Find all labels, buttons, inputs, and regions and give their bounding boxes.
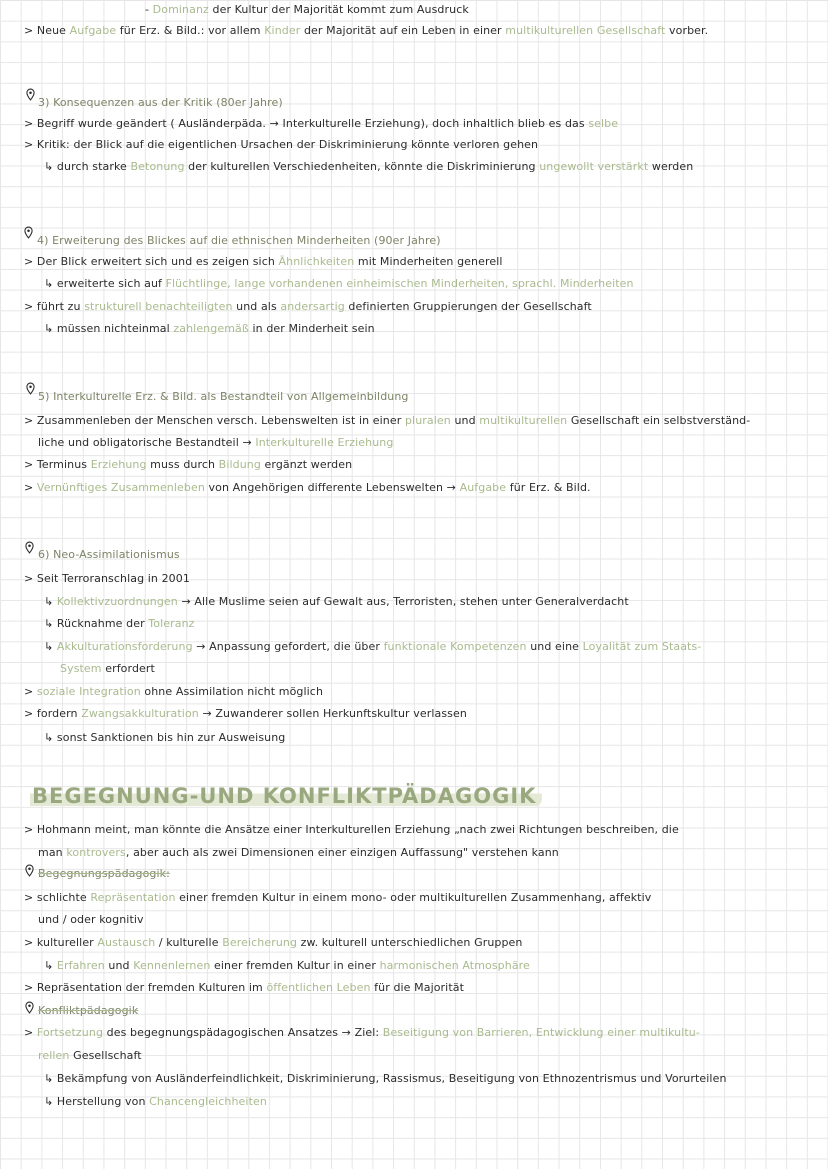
highlight-text: Kennenlernen: [133, 959, 211, 972]
note-line: [24, 981, 464, 995]
highlight-text: System: [60, 662, 102, 675]
text-segment: > Seit Terroranschlag in 2001: [24, 572, 190, 585]
note-line: [24, 458, 352, 472]
text-segment: > kultureller: [24, 936, 98, 949]
text-segment: > Neue: [24, 24, 70, 37]
highlight-text: multikulturellen: [479, 414, 568, 427]
highlight-text: Vernünftiges Zusammenleben: [36, 481, 205, 494]
note-line: [24, 572, 190, 586]
highlight-text: Loyalität zum Staats-: [582, 640, 702, 653]
subheading-text: Begegnungspädagogik:: [38, 867, 170, 880]
text-segment: > Der Blick erweitert sich und es zeigen sich: [24, 255, 279, 268]
text-segment: und: [104, 959, 134, 972]
text-segment: ohne Assimilation nicht möglich: [140, 685, 324, 698]
highlight-text: Bereicherung: [222, 936, 298, 949]
highlight-text: pluralen: [404, 414, 451, 427]
highlight-text: Betonung: [130, 160, 185, 173]
highlight-text: rellen: [38, 1049, 70, 1062]
location-pin-icon: [26, 382, 35, 395]
text-segment: → Anpassung gefordert, die über: [192, 640, 384, 653]
highlight-text: strukturell benachteiligten: [84, 300, 233, 313]
note-line: [24, 891, 651, 905]
text-segment: > führt zu: [24, 300, 85, 313]
text-segment: in der Minderheit sein: [248, 322, 375, 335]
text-segment: der Majorität auf ein Leben in einer: [300, 24, 506, 37]
note-line: [24, 24, 708, 38]
note-line: [60, 662, 155, 676]
note-line: [44, 160, 693, 174]
text-segment: man: [38, 846, 67, 859]
text-segment: der Kultur der Majorität kommt zum Ausdruck: [208, 3, 469, 16]
text-segment: ↳: [44, 640, 57, 653]
note-line: [24, 707, 467, 721]
highlight-text: Dominanz: [152, 3, 209, 16]
text-segment: >: [24, 1026, 37, 1039]
text-segment: > Kritik: der Blick auf die eigentlichen Ursachen der Diskriminierung könnte verloren gehen: [24, 138, 539, 151]
subheading-text: 5) Interkulturelle Erz. & Bild. als Bestandteil von Allgemeinbildung: [38, 390, 409, 403]
highlight-text: Akkulturationsforderung: [56, 640, 193, 653]
note-line: [38, 913, 144, 927]
text-segment: vorber.: [665, 24, 709, 37]
subheading-text: Konfliktpädagogik: [38, 1004, 139, 1017]
text-segment: > Zusammenleben der Menschen versch. Lebenswelten ist in einer: [24, 414, 405, 427]
text-segment: ↳ Bekämpfung von Ausländerfeindlichkeit, Diskriminierung, Rassismus, Beseitigung von Ethnozentrismus und Vorurteilen: [44, 1072, 727, 1085]
text-segment: und als: [232, 300, 281, 313]
text-segment: ↳ durch starke: [44, 160, 131, 173]
note-line: [38, 1049, 142, 1063]
note-line: [24, 685, 323, 699]
note-line: [24, 1026, 700, 1040]
text-segment: ↳: [44, 959, 57, 972]
text-segment: und eine: [526, 640, 583, 653]
text-segment: Gesellschaft ein selbstverständ-: [567, 414, 751, 427]
text-segment: von Angehörigen differente Lebenswelten →: [204, 481, 460, 494]
text-segment: ↳ erweiterte sich auf: [44, 277, 166, 290]
text-segment: ↳: [44, 595, 57, 608]
highlight-text: Interkulturelle Erziehung: [255, 436, 394, 449]
highlight-text: Fortsetzung: [36, 1026, 104, 1039]
highlight-text: ungewollt verstärkt: [539, 160, 649, 173]
note-line: [38, 1004, 138, 1018]
text-segment: der kulturellen Verschiedenheiten, könnte die Diskriminierung: [184, 160, 540, 173]
highlight-text: Flüchtlinge, lange vorhandenen einheimischen Minderheiten, sprachl. Minderheiten: [165, 277, 634, 290]
text-segment: >: [24, 481, 37, 494]
note-line: [44, 1072, 727, 1086]
highlight-text: kontrovers: [66, 846, 126, 859]
note-line: [38, 548, 180, 562]
text-segment: ↳ Rücknahme der: [44, 617, 149, 630]
note-line: [44, 322, 375, 336]
note-line: [38, 96, 283, 110]
note-line: [24, 138, 538, 152]
text-segment: werden: [648, 160, 694, 173]
highlight-text: Toleranz: [148, 617, 195, 630]
text-segment: > Begriff wurde geändert ( Ausländerpäda. → Interkulturelle Erziehung), doch inhaltlich blieb es das: [24, 117, 589, 130]
highlight-text: Erfahren: [56, 959, 105, 972]
note-line: [24, 300, 592, 314]
text-segment: > Repräsentation der fremden Kulturen im: [24, 981, 267, 994]
subheading-text: 4) Erweiterung des Blickes auf die ethnischen Minderheiten (90er Jahre): [37, 234, 441, 247]
text-segment: ↳ Herstellung von: [44, 1095, 150, 1108]
location-pin-icon: [24, 226, 33, 239]
text-segment: einer fremden Kultur in einem mono- oder multikulturellen Zusammenhang, affektiv: [175, 891, 652, 904]
note-line: [44, 277, 634, 291]
highlight-text: funktionale Kompetenzen: [383, 640, 527, 653]
highlight-text: Aufgabe: [69, 24, 117, 37]
text-segment: für Erz. & Bild.: vor allem: [116, 24, 265, 37]
text-segment: definierten Gruppierungen der Gesellschaft: [344, 300, 592, 313]
location-pin-icon: [25, 1001, 34, 1014]
note-line: [24, 936, 523, 950]
highlight-text: multikulturellen Gesellschaft: [505, 24, 666, 37]
note-line: [44, 959, 530, 973]
note-line: [38, 390, 409, 404]
highlight-text: Repräsentation: [90, 891, 176, 904]
highlight-text: Kollektivzuordnungen: [56, 595, 178, 608]
highlight-text: öffentlichen Leben: [266, 981, 371, 994]
highlight-text: zahlengemäß: [173, 322, 249, 335]
text-segment: und: [450, 414, 480, 427]
text-segment: -: [145, 3, 153, 16]
text-segment: des begegnungspädagogischen Ansatzes → Ziel:: [103, 1026, 383, 1039]
highlight-text: Beseitigung von Barrieren, Entwicklung einer multikultu-: [382, 1026, 700, 1039]
text-segment: ↳ sonst Sanktionen bis hin zur Ausweisung: [44, 731, 286, 744]
section-title: BEGEGNUNG-UND KONFLIKTPÄDAGOGIK: [30, 784, 542, 808]
text-segment: >: [24, 685, 37, 698]
note-line: [38, 846, 559, 860]
text-segment: ergänzt werden: [260, 458, 353, 471]
note-line: [38, 867, 170, 881]
text-segment: und / oder kognitiv: [38, 913, 144, 926]
text-segment: → Zuwanderer sollen Herkunftskultur verlassen: [198, 707, 467, 720]
highlight-text: Zwangsakkulturation: [81, 707, 199, 720]
note-line: [24, 255, 503, 269]
highlight-text: Ähnlichkeiten: [278, 255, 355, 268]
text-segment: → Alle Muslime seien auf Gewalt aus, Terroristen, stehen unter Generalverdacht: [177, 595, 629, 608]
note-line: [37, 234, 441, 248]
text-segment: zw. kulturell unterschiedlichen Gruppen: [297, 936, 523, 949]
highlight-text: Chancengleichheiten: [149, 1095, 267, 1108]
location-pin-icon: [25, 541, 34, 554]
note-line: [44, 731, 285, 745]
highlight-text: Aufgabe: [459, 481, 507, 494]
note-line: [38, 436, 393, 450]
text-segment: muss durch: [146, 458, 219, 471]
highlight-text: Erziehung: [90, 458, 147, 471]
note-line: [24, 823, 679, 837]
note-line: [44, 617, 195, 631]
highlight-text: andersartig: [280, 300, 345, 313]
location-pin-icon: [25, 864, 34, 877]
text-segment: > Hohmann meint, man könnte die Ansätze einer Interkulturellen Erziehung „nach zwei Richtungen beschreiben, die: [24, 823, 679, 836]
highlight-text: Austausch: [97, 936, 156, 949]
text-segment: > schlichte: [24, 891, 91, 904]
note-line: [24, 414, 750, 428]
text-segment: erfordert: [101, 662, 155, 675]
note-line: [145, 3, 469, 17]
subheading-text: 6) Neo-Assimilationismus: [38, 548, 180, 561]
text-segment: liche und obligatorische Bestandteil →: [38, 436, 256, 449]
note-line: [44, 1095, 267, 1109]
highlight-text: soziale Integration: [36, 685, 141, 698]
text-segment: einer fremden Kultur in einer: [210, 959, 380, 972]
note-line: [44, 595, 629, 609]
highlight-text: Kinder: [264, 24, 301, 37]
text-segment: Gesellschaft: [69, 1049, 142, 1062]
text-segment: mit Minderheiten generell: [354, 255, 503, 268]
text-segment: > Terminus: [24, 458, 91, 471]
text-segment: für die Majorität: [370, 981, 465, 994]
highlight-text: selbe: [588, 117, 619, 130]
text-segment: für Erz. & Bild.: [506, 481, 591, 494]
note-line: [24, 481, 591, 495]
text-segment: ↳ müssen nichteinmal: [44, 322, 174, 335]
highlight-text: harmonischen Atmosphäre: [379, 959, 530, 972]
text-segment: , aber auch als zwei Dimensionen einer einzigen Auffassung" verstehen kann: [125, 846, 559, 859]
subheading-text: 3) Konsequenzen aus der Kritik (80er Jahre): [38, 96, 283, 109]
highlight-text: Bildung: [218, 458, 261, 471]
text-segment: / kulturelle: [155, 936, 223, 949]
note-line: [44, 640, 701, 654]
text-segment: > fordern: [24, 707, 82, 720]
location-pin-icon: [26, 88, 35, 101]
note-line: [24, 117, 618, 131]
